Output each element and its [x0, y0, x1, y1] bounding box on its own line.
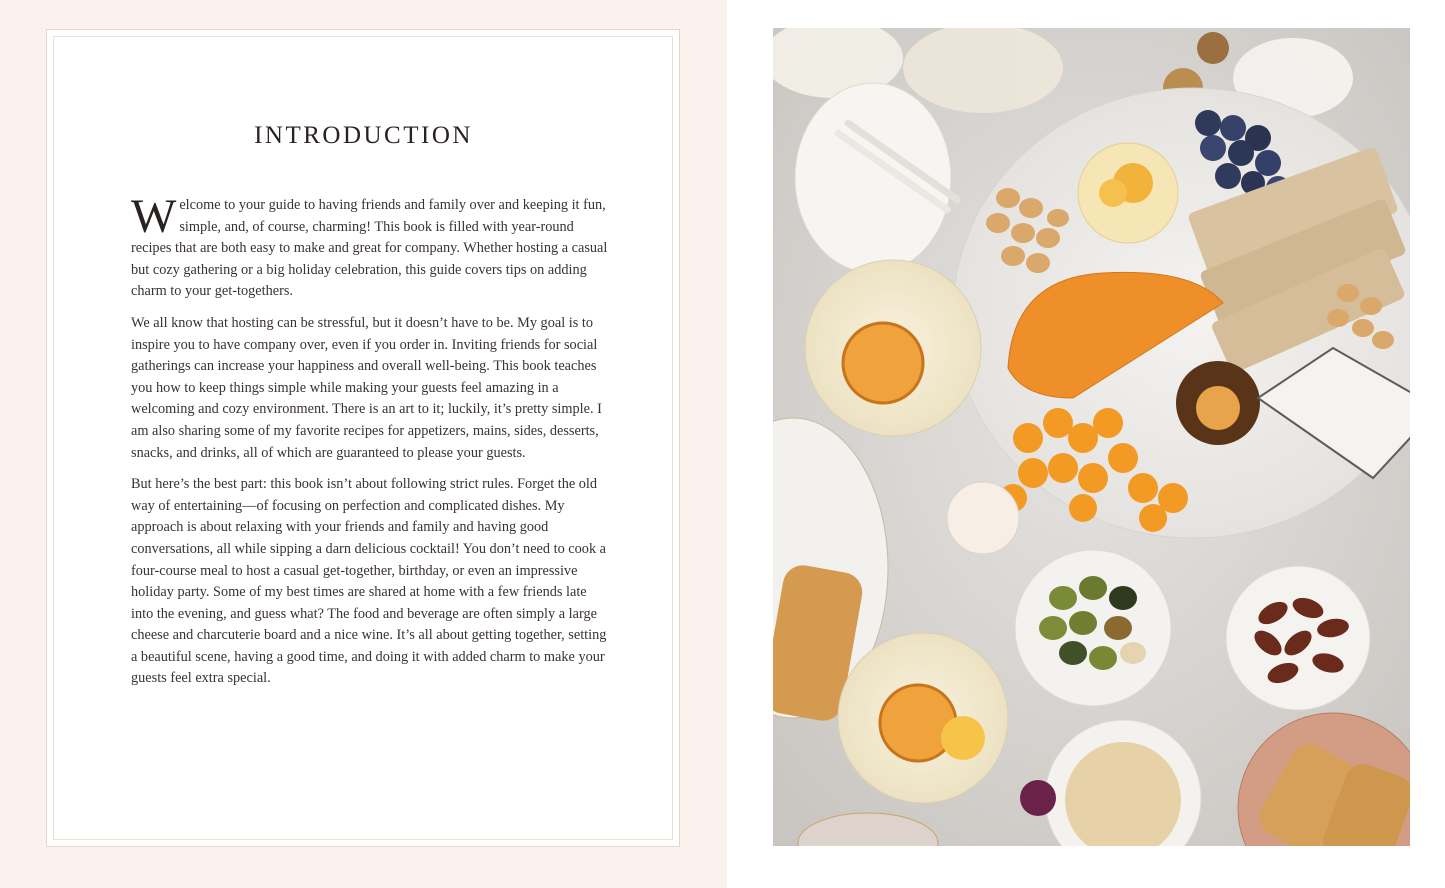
paragraph-1 [131, 190, 609, 303]
paragraph-1-text: elcome to your guide to having friends and family over and keeping it fun, simple, and, of course, charming! This book is filled with year-round recipes that are both easy to make and great for company. Whether hosting a casual but cozy gathering or a big holiday celebration, this guide covers tips on adding charm to your get-togethers. [131, 197, 608, 300]
paragraph-3: But here’s the best part: this book isn’t about following strict rules. Forget the old way of entertaining—of focusing on perfection and complicated dishes. My approach is about relaxing with your friends and family and having good conversations, all while sipping a darn delicious cocktail! You don’t need to cook a four-course meal to host a casual get-together, birthday, or even an impressive holiday party. Some of my best times are shared at home with a few friends late into the evening, and guess what? The food and beverage are often simply a large cheese and charcuterie board and a nice wine. It’s all about getting together, setting a beautiful scene, having a good time, and doing it with added charm to make your guests feel extra special. [131, 476, 607, 687]
paragraph-2: We all know that hosting can be stressful, but it doesn’t have to be. My goal is to inspire you to have company over, even if you order in. Inviting friends for social gatherings can increase your happiness and overall well-being. This book teaches you how to keep things simple while making your guests feel amazing in a welcoming and cozy environment. There is an art to it; luckily, it’s pretty simple. I am also sharing some of my favorite recipes for appetizers, mains, sides, desserts, snacks, and drinks, all of which are guaranteed to please your guests. [131, 314, 602, 461]
intro-body [131, 190, 609, 700]
food-spread-photo [773, 28, 1410, 846]
page-title: INTRODUCTION [254, 122, 473, 149]
drop-cap: W [131, 190, 177, 243]
right-page [727, 0, 1445, 888]
food-spread-illustration [773, 28, 1410, 846]
